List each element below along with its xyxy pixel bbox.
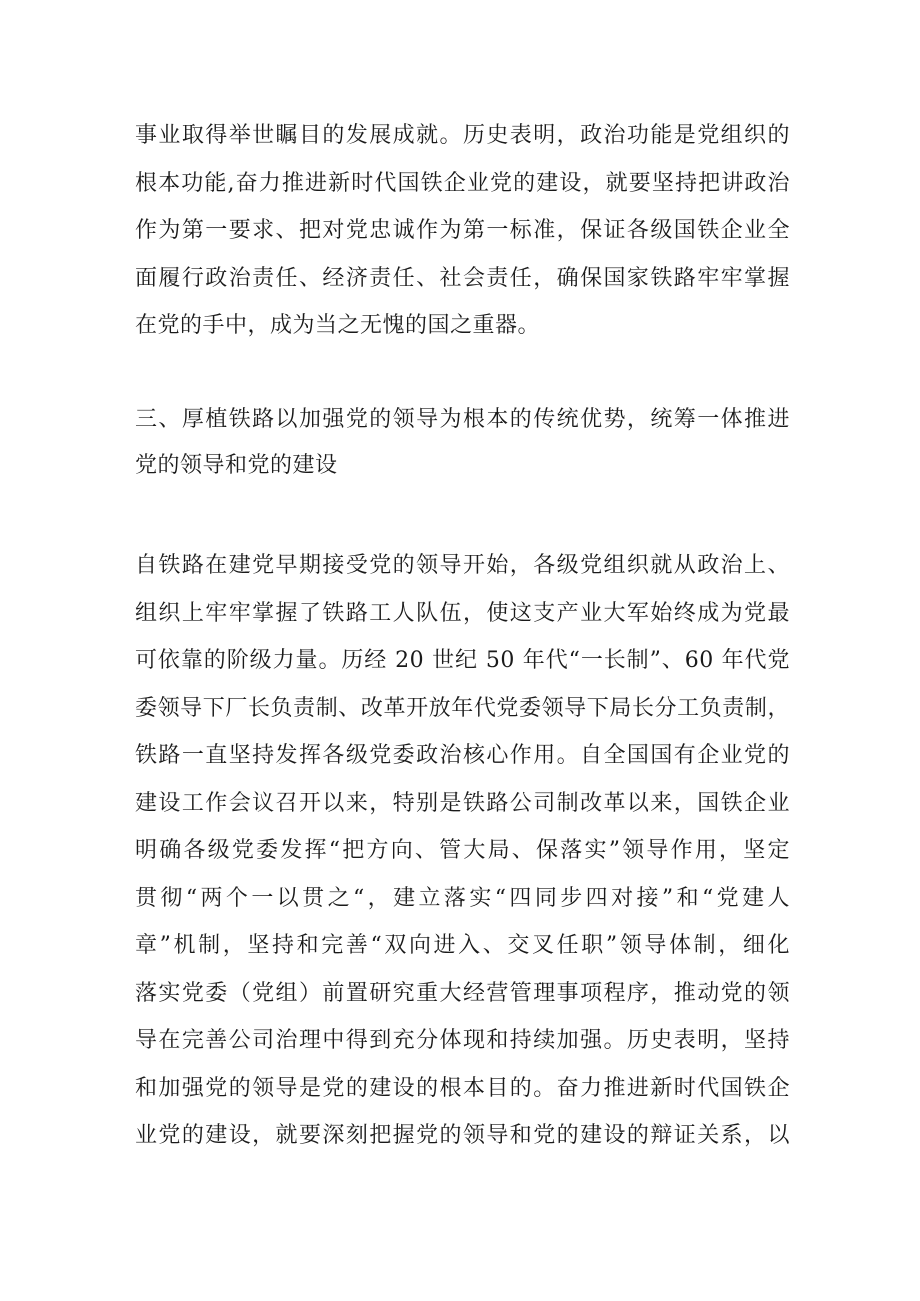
text-line: 建设工作会议召开以来，特别是铁路公司制改革以来，国铁企业 [135,790,790,816]
text-line: 落实党委（党组）前置研究重大经营管理事项程序，推动党的领 [135,980,790,1006]
text-line: 明确各级党委发挥“把方向、管大局、保落实”领导作用，坚定 [135,838,790,863]
text-line: 业党的建设，就要深刻把握党的领导和党的建设的辩证关系，以 [135,1123,790,1148]
text-line: 事业取得举世瞩目的发展成就。历史表明，政治功能是党组织的 [135,123,790,148]
text-line: 组织上牢牢掌握了铁路工人队伍，使这支产业大军始终成为党最 [135,600,790,626]
text-line: 贯彻“两个一以贯之“，建立落实“四同步四对接”和“党建人 [135,885,790,911]
text-line: 在党的手中，成为当之无愧的国之重器。 [135,313,541,338]
text-line: 根本功能,奋力推进新时代国铁企业党的建设，就要坚持把讲政治 [135,170,790,196]
text-line: 铁路一直坚持发挥各级党委政治核心作用。自全国国有企业党的 [135,743,790,768]
text-line: 面履行政治责任、经济责任、社会责任，确保国家铁路牢牢掌握 [135,265,790,291]
text-line: 可依靠的阶级力量。历经 20 世纪 50 年代“一长制”、60 年代党 [135,648,790,673]
heading-line: 三、厚植铁路以加强党的领导为根本的传统优势，统筹一体推进 [135,407,790,432]
paragraph-political-function [135,112,790,350]
text-line: 委领导下厂长负责制、改革开放年代党委领导下局长分工负责制， [135,695,790,721]
paragraph-party-leadership-history [135,542,790,1160]
text-line: 章”机制，坚持和完善“双向进入、交叉任职”领导体制，细化 [135,933,790,958]
text-line: 和加强党的领导是党的建设的根本目的。奋力推进新时代国铁企 [135,1075,790,1101]
text-line: 自铁路在建党早期接受党的领导开始，各级党组织就从政治上、 [135,553,790,578]
text-line: 作为第一要求、把对党忠诚作为第一标准，保证各级国铁企业全 [135,218,790,243]
heading-line: 党的领导和党的建设 [135,453,338,478]
section-heading-3 [135,397,790,489]
text-line: 导在完善公司治理中得到充分体现和持续加强。历史表明，坚持 [135,1028,790,1053]
